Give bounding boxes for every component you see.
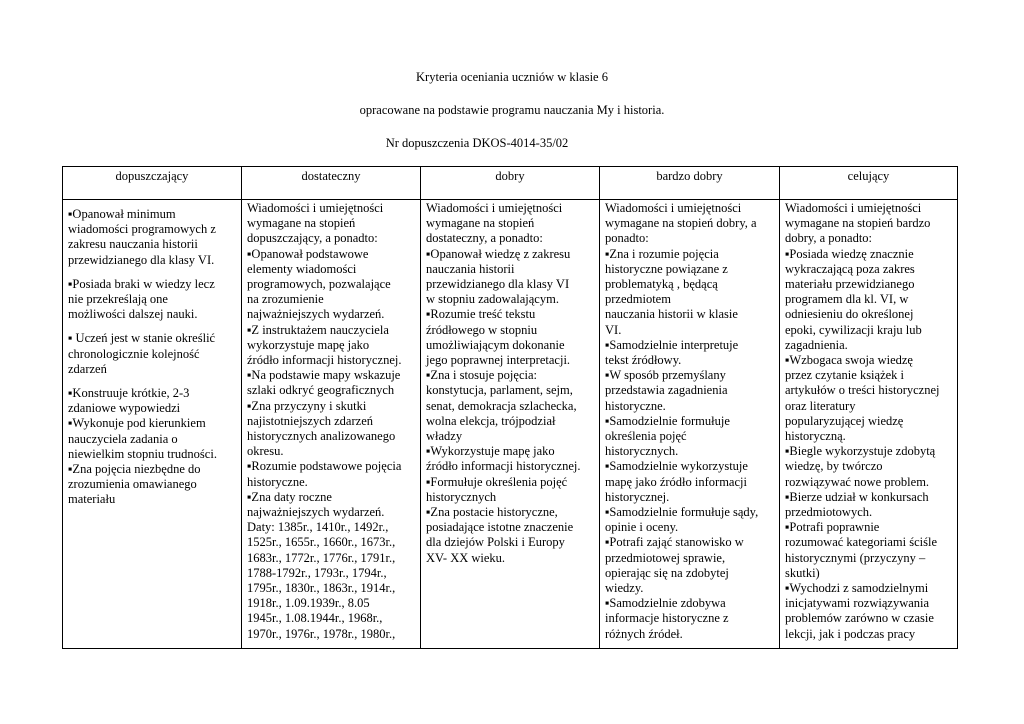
header-dobry: dobry [421, 167, 600, 200]
criteria-cell-dobry: Wiadomości i umiejętności wymagane na stopień dostateczny, a ponadto: ▪Opanował wiedzę z zakresu nauczania historii przewidzianego dla klasy VI w stopniu zadowalającym. ▪Rozumie treść tekstu źródłowego w stopniu umożliwiającym dokonanie jego poprawnej interpretacji. ▪Zna i stosuje pojęcia: konstytucja, parlament, sejm, senat, demokracja szlachecka, wolna elekcja, trójpodział władzy ▪Wykorzystuje mapę jako źródło informacji historycznej. ▪Formułuje określenia pojęć historycznych ▪Zna postacie historyczne, posiadające istotne znaczenie dla dziejów Polski i Europy XV- XX wieku. [421, 199, 600, 649]
header-dostateczny: dostateczny [242, 167, 421, 200]
criteria-paragraph: ▪Konstruuje krótkie, 2-3 zdaniowe wypowiedzi ▪Wykonuje pod kierunkiem nauczyciela zadania o niewielkim stopniu trudności. ▪Zna pojęcia niezbędne do zrozumienia omawianego materiału [68, 386, 217, 507]
criteria-cell-dostateczny: Wiadomości i umiejętności wymagane na stopień dopuszczający, a ponadto: ▪Opanował podstawowe elementy wiadomości programowych, pozwalające na zrozumienie najważniejszych wydarzeń. ▪Z instruktażem nauczyciela wykorzystuje mapę jako źródło informacji historycznej. ▪Na podstawie mapy wskazuje szlaki odkryć geograficznych ▪Zna przyczyny i skutki najistotniejszych zdarzeń historycznych analizowanego okresu. ▪Rozumie podstawowe pojęcia historyczne. ▪Zna daty roczne najważniejszych wydarzeń. Daty: 1385r., 1410r., 1492r., 1525r., 1655r., 1660r., 1673r., 1683r., 1772r., 1776r., 1791r., 1788-1792r., 1793r., 1794r., 1795r., 1830r., 1863r., 1914r., 1918r., 1.09.1939r., 8.05 1945r., 1.08.1944r., 1968r., 1970r., 1976r., 1978r., 1980r., [242, 199, 421, 649]
criteria-cell-bardzo-dobry: Wiadomości i umiejętności wymagane na stopień dobry, a ponadto: ▪Zna i rozumie pojęcia historyczne powiązane z problematyką , będącą przedmiotem nauczania historii w klasie VI. ▪Samodzielnie interpretuje tekst źródłowy. ▪W sposób przemyślany przedstawia zagadnienia historyczne. ▪Samodzielnie formułuje określenia pojęć historycznych. ▪Samodzielnie wykorzystuje mapę jako źródło informacji historycznej. ▪Samodzielnie formułuje sądy, opinie i oceny. ▪Potrafi zająć stanowisko w przedmiotowej sprawie, opierając się na zdobytej wiedzy. ▪Samodzielnie zdobywa informacje historyczne z różnych źródeł. [600, 199, 780, 649]
criteria-paragraph: ▪Posiada braki w wiedzy lecz nie przekreślają one możliwości dalszej nauki. [68, 276, 215, 322]
permit-number: Nr dopuszczenia DKOS-4014-35/02 [385, 136, 569, 150]
criteria-cell-celujacy: Wiadomości i umiejętności wymagane na stopień bardzo dobry, a ponadto: ▪Posiada wiedzę znacznie wykraczającą poza zakres materiału przewidzianego programem dla kl. VI, w odniesieniu do określonej epoki, cywilizacji kraju lub zagadnienia. ▪Wzbogaca swoja wiedzę przez czytanie książek i artykułów o treści historycznej oraz literatury popularyzującej wiedzę historyczną. ▪Biegle wykorzystuje zdobytą wiedzę, by twórczo rozwiązywać nowe problem. ▪Bierze udział w konkursach przedmiotowych. ▪Potrafi poprawnie rozumować kategoriami ściśle historycznymi (przyczyny – skutki) ▪Wychodzi z samodzielnymi inicjatywami rozwiązywania problemów zarówno w czasie lekcji, jak i podczas pracy [780, 199, 958, 649]
criteria-paragraph: ▪Opanował minimum wiadomości programowych z zakresu nauczania historii przewidzianego dla klasy VI. [68, 207, 216, 267]
document-title: Kryteria oceniania uczniów w klasie 6 [416, 70, 608, 84]
criteria-table-body [62, 199, 958, 649]
document-subtitle: opracowane na podstawie programu nauczania My i historia. [359, 103, 665, 117]
header-celujacy: celujący [780, 167, 958, 200]
criteria-paragraph: ▪ Uczeń jest w stanie określić chronologicznie kolejność zdarzeń [68, 331, 216, 376]
grade-header-row [62, 166, 958, 200]
header-bardzo-dobry: bardzo dobry [600, 167, 780, 200]
criteria-cell-dopuszczajacy [63, 199, 242, 649]
header-dopuszczajacy: dopuszczający [63, 167, 242, 200]
